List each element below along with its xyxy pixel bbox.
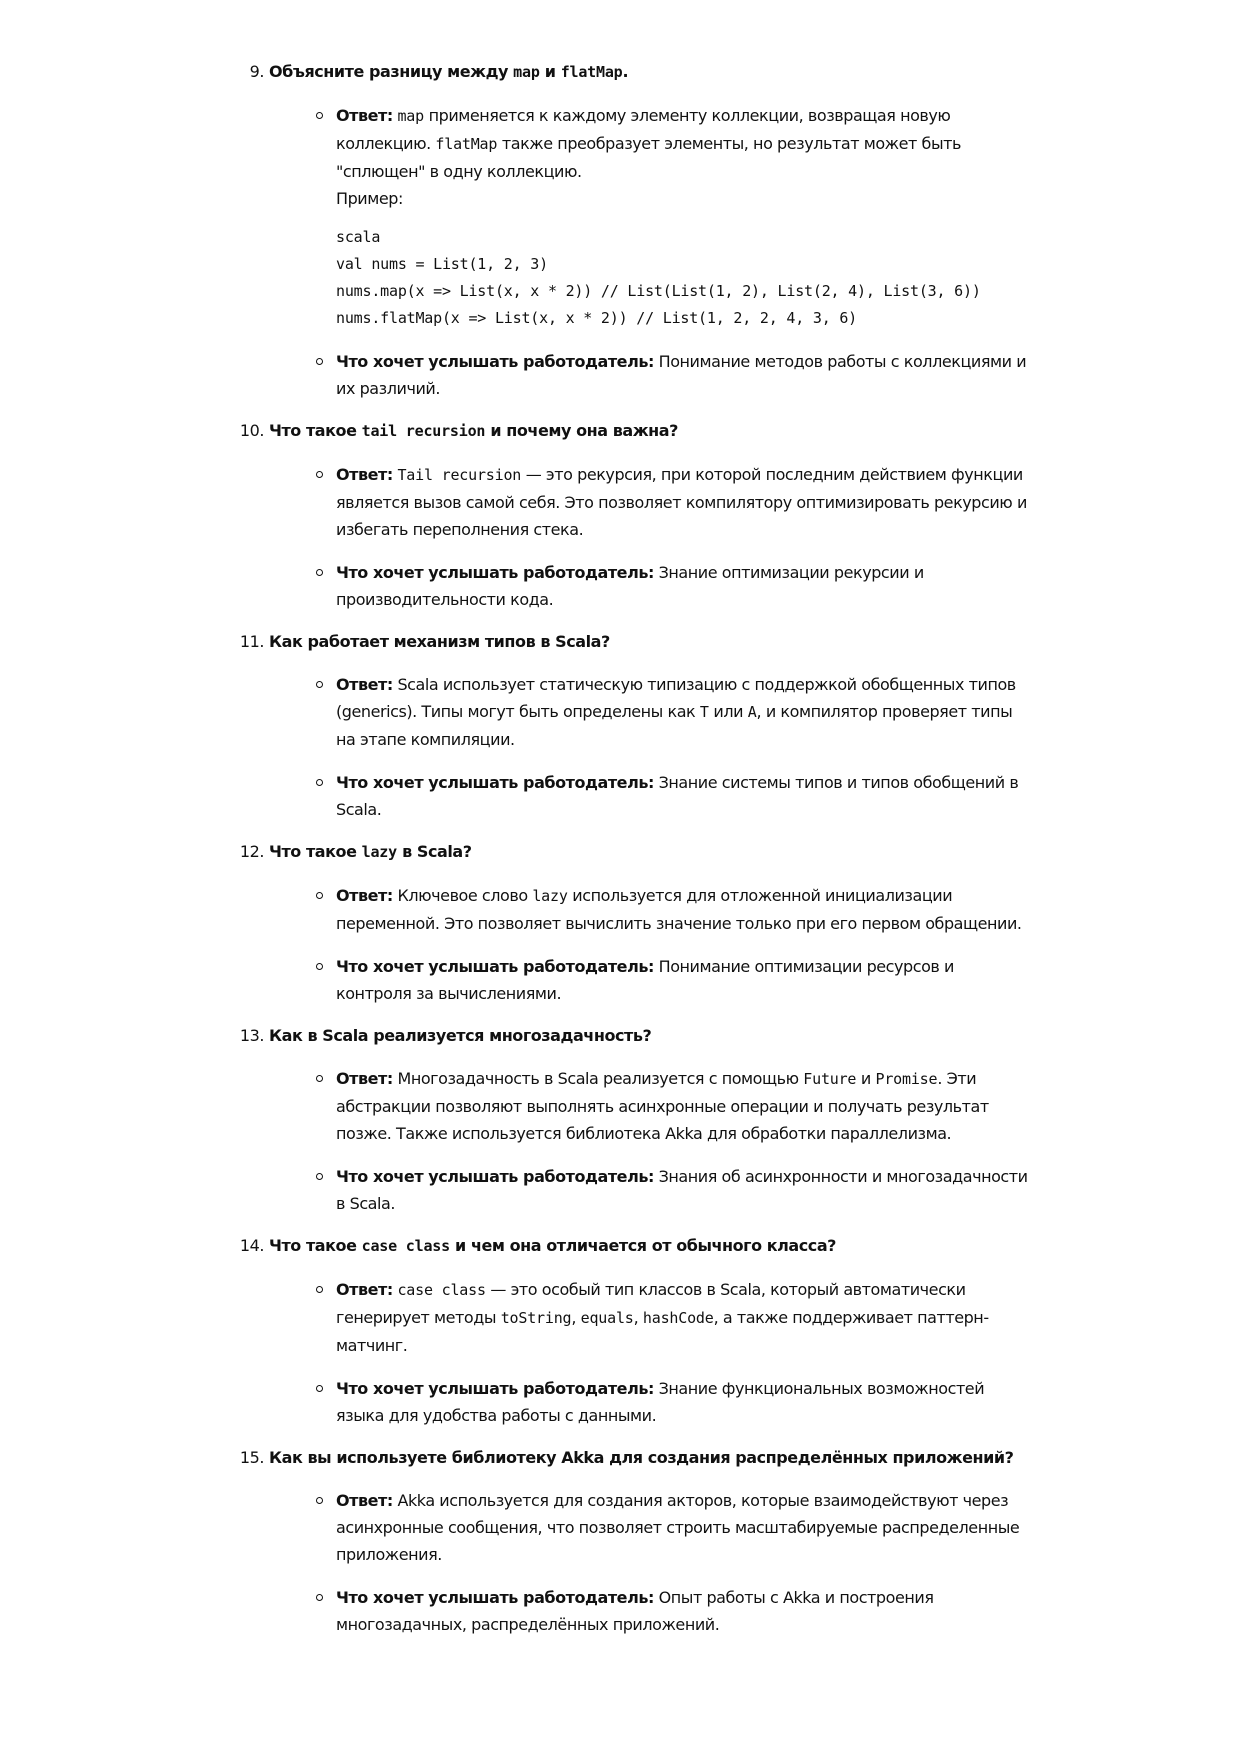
answer-label: Ответ: <box>336 1069 393 1088</box>
circle-bullet-icon <box>316 1594 323 1601</box>
circle-bullet-icon <box>316 681 323 688</box>
circle-bullet-icon <box>316 963 323 970</box>
employer-label: Что хочет услышать работодатель: <box>336 1379 654 1398</box>
employer-item: Что хочет услышать работодатель: Опыт работы с Akka и построения многозадачных, распределённых приложений. <box>336 1584 1029 1638</box>
question-13 <box>239 1022 1029 1217</box>
answer-list <box>269 1276 1029 1429</box>
inline-code: lazy <box>532 887 568 905</box>
question-title: Как в Scala реализуется многозадачность? <box>269 1026 652 1045</box>
circle-bullet-icon <box>316 569 323 576</box>
question-title: Объясните разницу между map и flatMap. <box>269 62 629 81</box>
inline-code: equals <box>580 1309 634 1327</box>
answer-list <box>269 1065 1029 1217</box>
inline-code: A <box>747 703 757 721</box>
inline-code: lazy <box>361 843 397 861</box>
employer-item: Что хочет услышать работодатель: Знания об асинхронности и многозадачности в Scala. <box>336 1163 1029 1217</box>
question-number: 12. <box>239 842 264 861</box>
inline-code: Tail recursion <box>397 466 522 484</box>
question-number: 13. <box>239 1026 264 1045</box>
circle-bullet-icon <box>316 1173 323 1180</box>
question-number: 9. <box>249 62 264 81</box>
question-title: Как работает механизм типов в Scala? <box>269 632 610 651</box>
answer-label: Ответ: <box>336 465 393 484</box>
circle-bullet-icon <box>316 779 323 786</box>
answer-item: Ответ: map применяется к каждому элементу коллекции, возвращая новую коллекцию. flatMap также преобразует элементы, но результат может быть "сплющен" в одну коллекцию. Пример: scala val nums = List(1, 2, 3) nums.map(x => List(x, x * 2)) // List(List(1, 2), List(2, 4), List(3, 6)) nums.flatMap(x => List(x, x * 2)) // List(1, 2, 2, 4, 3, 6) <box>336 102 1029 332</box>
answer-item: Ответ: Многозадачность в Scala реализуется с помощью Future и Promise. Эти абстракции позволяют выполнять асинхронные операции и получать результат позже. Также используется библиотека Akka для обработки параллелизма. <box>336 1065 1029 1147</box>
employer-item: Что хочет услышать работодатель: Знание системы типов и типов обобщений в Scala. <box>336 769 1029 823</box>
answer-item: Ответ: Ключевое слово lazy используется для отложенной инициализации переменной. Это позволяет вычислить значение только при его первом обращении. <box>336 882 1029 937</box>
answer-item: Ответ: Scala использует статическую типизацию с поддержкой обобщенных типов (generics). Типы могут быть определены как T или A, и компилятор проверяет типы на этапе компиляции. <box>336 671 1029 753</box>
answer-item: Ответ: case class — это особый тип классов в Scala, который автоматически генерирует методы toString, equals, hashCode, а также поддерживает паттерн-матчинг. <box>336 1276 1029 1359</box>
code-block <box>336 224 1029 332</box>
employer-label: Что хочет услышать работодатель: <box>336 1167 654 1186</box>
circle-bullet-icon <box>316 1385 323 1392</box>
answer-item: Ответ: Akka используется для создания акторов, которые взаимодействуют через асинхронные сообщения, что позволяет строить масштабируемые распределенные приложения. <box>336 1487 1029 1568</box>
question-title: Что такое lazy в Scala? <box>269 842 472 861</box>
inline-code: case class <box>397 1281 486 1299</box>
inline-code: flatMap <box>560 63 623 81</box>
inline-code: toString <box>500 1309 572 1327</box>
question-15 <box>239 1444 1029 1638</box>
answer-list <box>269 882 1029 1007</box>
circle-bullet-icon <box>316 892 323 899</box>
circle-bullet-icon <box>316 358 323 365</box>
question-title: Что такое tail recursion и почему она важна? <box>269 421 678 440</box>
answer-list <box>269 461 1029 613</box>
question-number: 15. <box>239 1448 264 1467</box>
code-line: scala <box>336 228 381 246</box>
question-14 <box>239 1232 1029 1429</box>
question-9 <box>249 58 1029 402</box>
document-page <box>239 58 1029 1653</box>
employer-item: Что хочет услышать работодатель: Понимание методов работы с коллекциями и их различий. <box>336 348 1029 402</box>
code-line: nums.flatMap(x => List(x, x * 2)) // List(1, 2, 2, 4, 3, 6) <box>336 309 858 327</box>
question-11 <box>239 628 1029 823</box>
code-line: nums.map(x => List(x, x * 2)) // List(List(1, 2), List(2, 4), List(3, 6)) <box>336 282 981 300</box>
question-number: 10. <box>239 421 264 440</box>
question-title: Как вы используете библиотеку Akka для создания распределённых приложений? <box>269 1448 1014 1467</box>
example-label: Пример: <box>336 189 403 208</box>
inline-code: map <box>513 63 540 81</box>
inline-code: flatMap <box>435 135 498 153</box>
answer-label: Ответ: <box>336 886 393 905</box>
circle-bullet-icon <box>316 1286 323 1293</box>
circle-bullet-icon <box>316 1075 323 1082</box>
answer-list <box>269 671 1029 823</box>
answer-label: Ответ: <box>336 1491 393 1510</box>
answer-label: Ответ: <box>336 675 393 694</box>
answer-list <box>269 1487 1029 1638</box>
answer-label: Ответ: <box>336 106 393 125</box>
employer-item: Что хочет услышать работодатель: Понимание оптимизации ресурсов и контроля за вычислениями. <box>336 953 1029 1007</box>
inline-code: map <box>397 107 424 125</box>
inline-code: hashCode <box>642 1309 714 1327</box>
answer-item: Ответ: Tail recursion — это рекурсия, при которой последним действием функции является вызов самой себя. Это позволяет компилятору оптимизировать рекурсию и избегать переполнения стека. <box>336 461 1029 543</box>
circle-bullet-icon <box>316 112 323 119</box>
question-title: Что такое case class и чем она отличается от обычного класса? <box>269 1236 837 1255</box>
question-number: 11. <box>239 632 264 651</box>
code-line: val nums = List(1, 2, 3) <box>336 255 548 273</box>
employer-label: Что хочет услышать работодатель: <box>336 352 654 371</box>
employer-item: Что хочет услышать работодатель: Знание оптимизации рекурсии и производительности кода. <box>336 559 1029 613</box>
inline-code: case class <box>361 1237 450 1255</box>
employer-label: Что хочет услышать работодатель: <box>336 1588 654 1607</box>
circle-bullet-icon <box>316 1497 323 1504</box>
employer-label: Что хочет услышать работодатель: <box>336 563 654 582</box>
answer-label: Ответ: <box>336 1280 393 1299</box>
question-10 <box>239 417 1029 613</box>
inline-code: tail recursion <box>361 422 486 440</box>
question-12 <box>239 838 1029 1007</box>
inline-code: T <box>699 703 709 721</box>
employer-label: Что хочет услышать работодатель: <box>336 957 654 976</box>
circle-bullet-icon <box>316 471 323 478</box>
inline-code: Promise <box>875 1070 938 1088</box>
answer-list <box>269 102 1029 402</box>
employer-label: Что хочет услышать работодатель: <box>336 773 654 792</box>
question-list <box>239 58 1029 1638</box>
employer-item: Что хочет услышать работодатель: Знание функциональных возможностей языка для удобства работы с данными. <box>336 1375 1029 1429</box>
question-number: 14. <box>239 1236 264 1255</box>
inline-code: Future <box>803 1070 857 1088</box>
